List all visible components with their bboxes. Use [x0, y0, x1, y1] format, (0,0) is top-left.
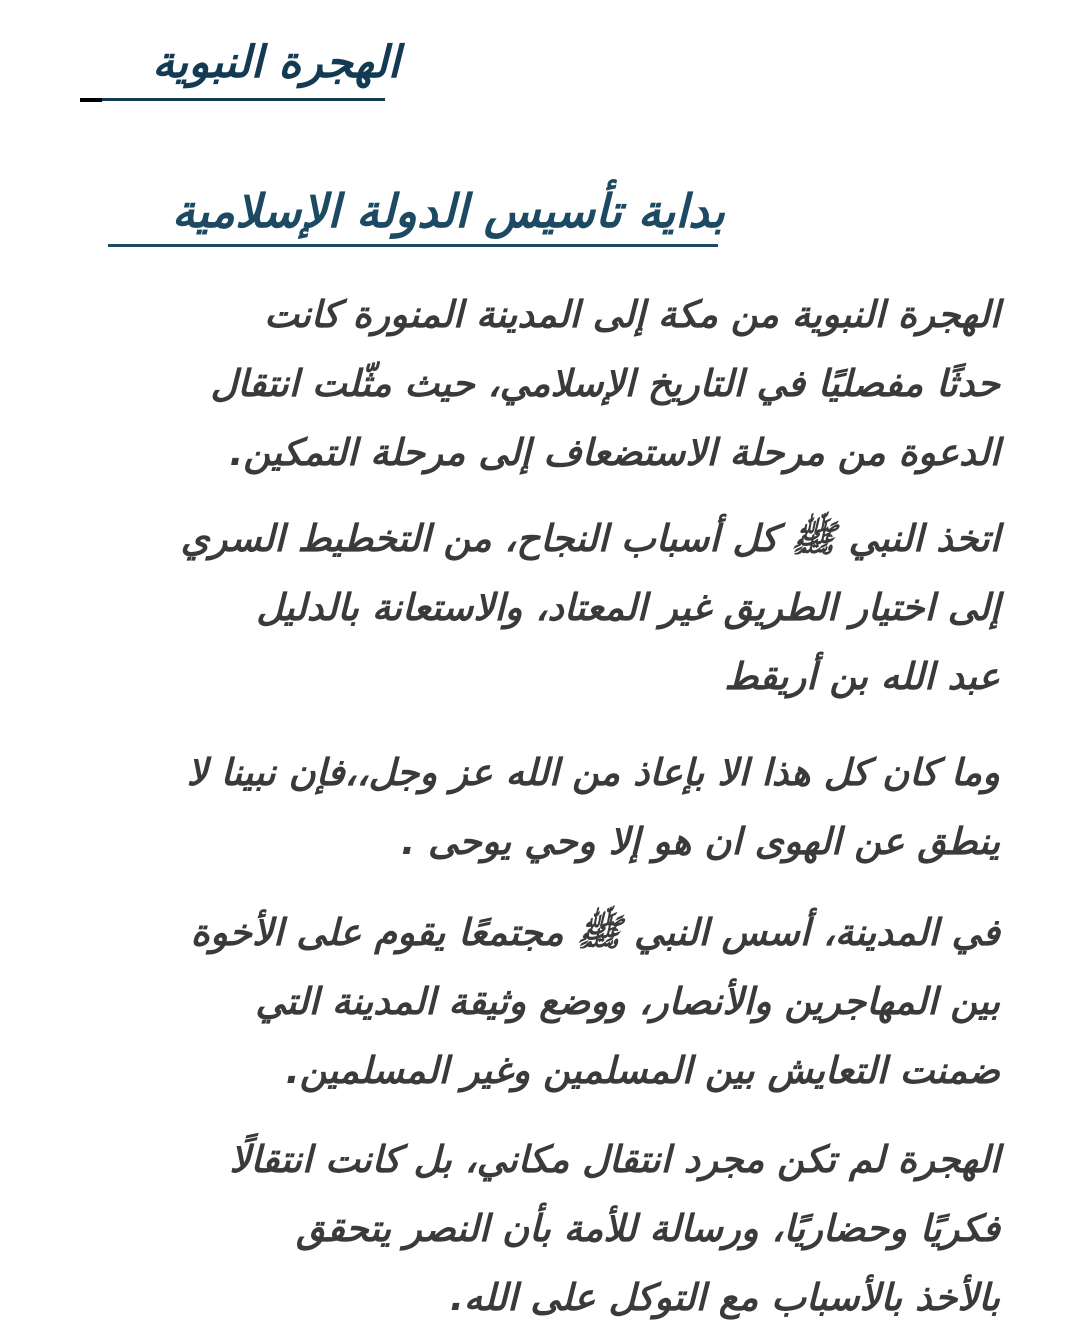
paragraph-5 [70, 1125, 1000, 1332]
title-block [80, 28, 400, 106]
paragraph-4 [70, 898, 1000, 1105]
paragraph-line: بالأخذ بالأسباب مع التوكل على الله. [449, 1276, 1000, 1319]
paragraph-line: بين المهاجرين والأنصار، ووضع وثيقة المدينة التي [255, 980, 1000, 1023]
page-title: الهجرة النبوية [152, 37, 400, 88]
paragraph-line: الدعوة من مرحلة الاستضعاف إلى مرحلة التمكين. [229, 431, 1000, 474]
paragraph-line: حدثًا مفصليًا في التاريخ الإسلامي، حيث مثّلت انتقال [210, 362, 1000, 405]
title-underline-accent [80, 98, 102, 102]
paragraph-line: فكريًا وحضاريًا، ورسالة للأمة بأن النصر يتحقق [296, 1207, 1000, 1250]
subtitle-underline [108, 244, 718, 247]
paragraph-line: وما كان كل هذا الا بإعاذ من الله عز وجل،،فإن نبينا لا [186, 751, 1000, 794]
paragraph-line: اتخذ النبي ﷺ كل أسباب النجاح، من التخطيط السري [180, 517, 1000, 560]
paragraph-2 [70, 504, 1000, 711]
subtitle-block [100, 180, 725, 252]
title-underline [80, 98, 385, 101]
paragraph-line: إلى اختيار الطريق غير المعتاد، والاستعانة بالدليل [256, 586, 1000, 629]
paragraph-line: ينطق عن الهوى ان هو إلا وحي يوحى . [401, 820, 1000, 863]
paragraph-line: عبد الله بن أريقط [724, 655, 1000, 698]
paragraph-1 [70, 280, 1000, 487]
page-subtitle: بداية تأسيس الدولة الإسلامية [171, 184, 725, 238]
paragraph-line: في المدينة، أسس النبي ﷺ مجتمعًا يقوم على الأخوة [190, 911, 1000, 954]
paragraph-line: ضمنت التعايش بين المسلمين وغير المسلمين. [285, 1049, 1000, 1092]
paragraph-line: الهجرة لم تكن مجرد انتقال مكاني، بل كانت انتقالًا [229, 1138, 1000, 1181]
paragraph-line: الهجرة النبوية من مكة إلى المدينة المنورة كانت [264, 293, 1000, 336]
paragraph-3 [70, 738, 1000, 876]
